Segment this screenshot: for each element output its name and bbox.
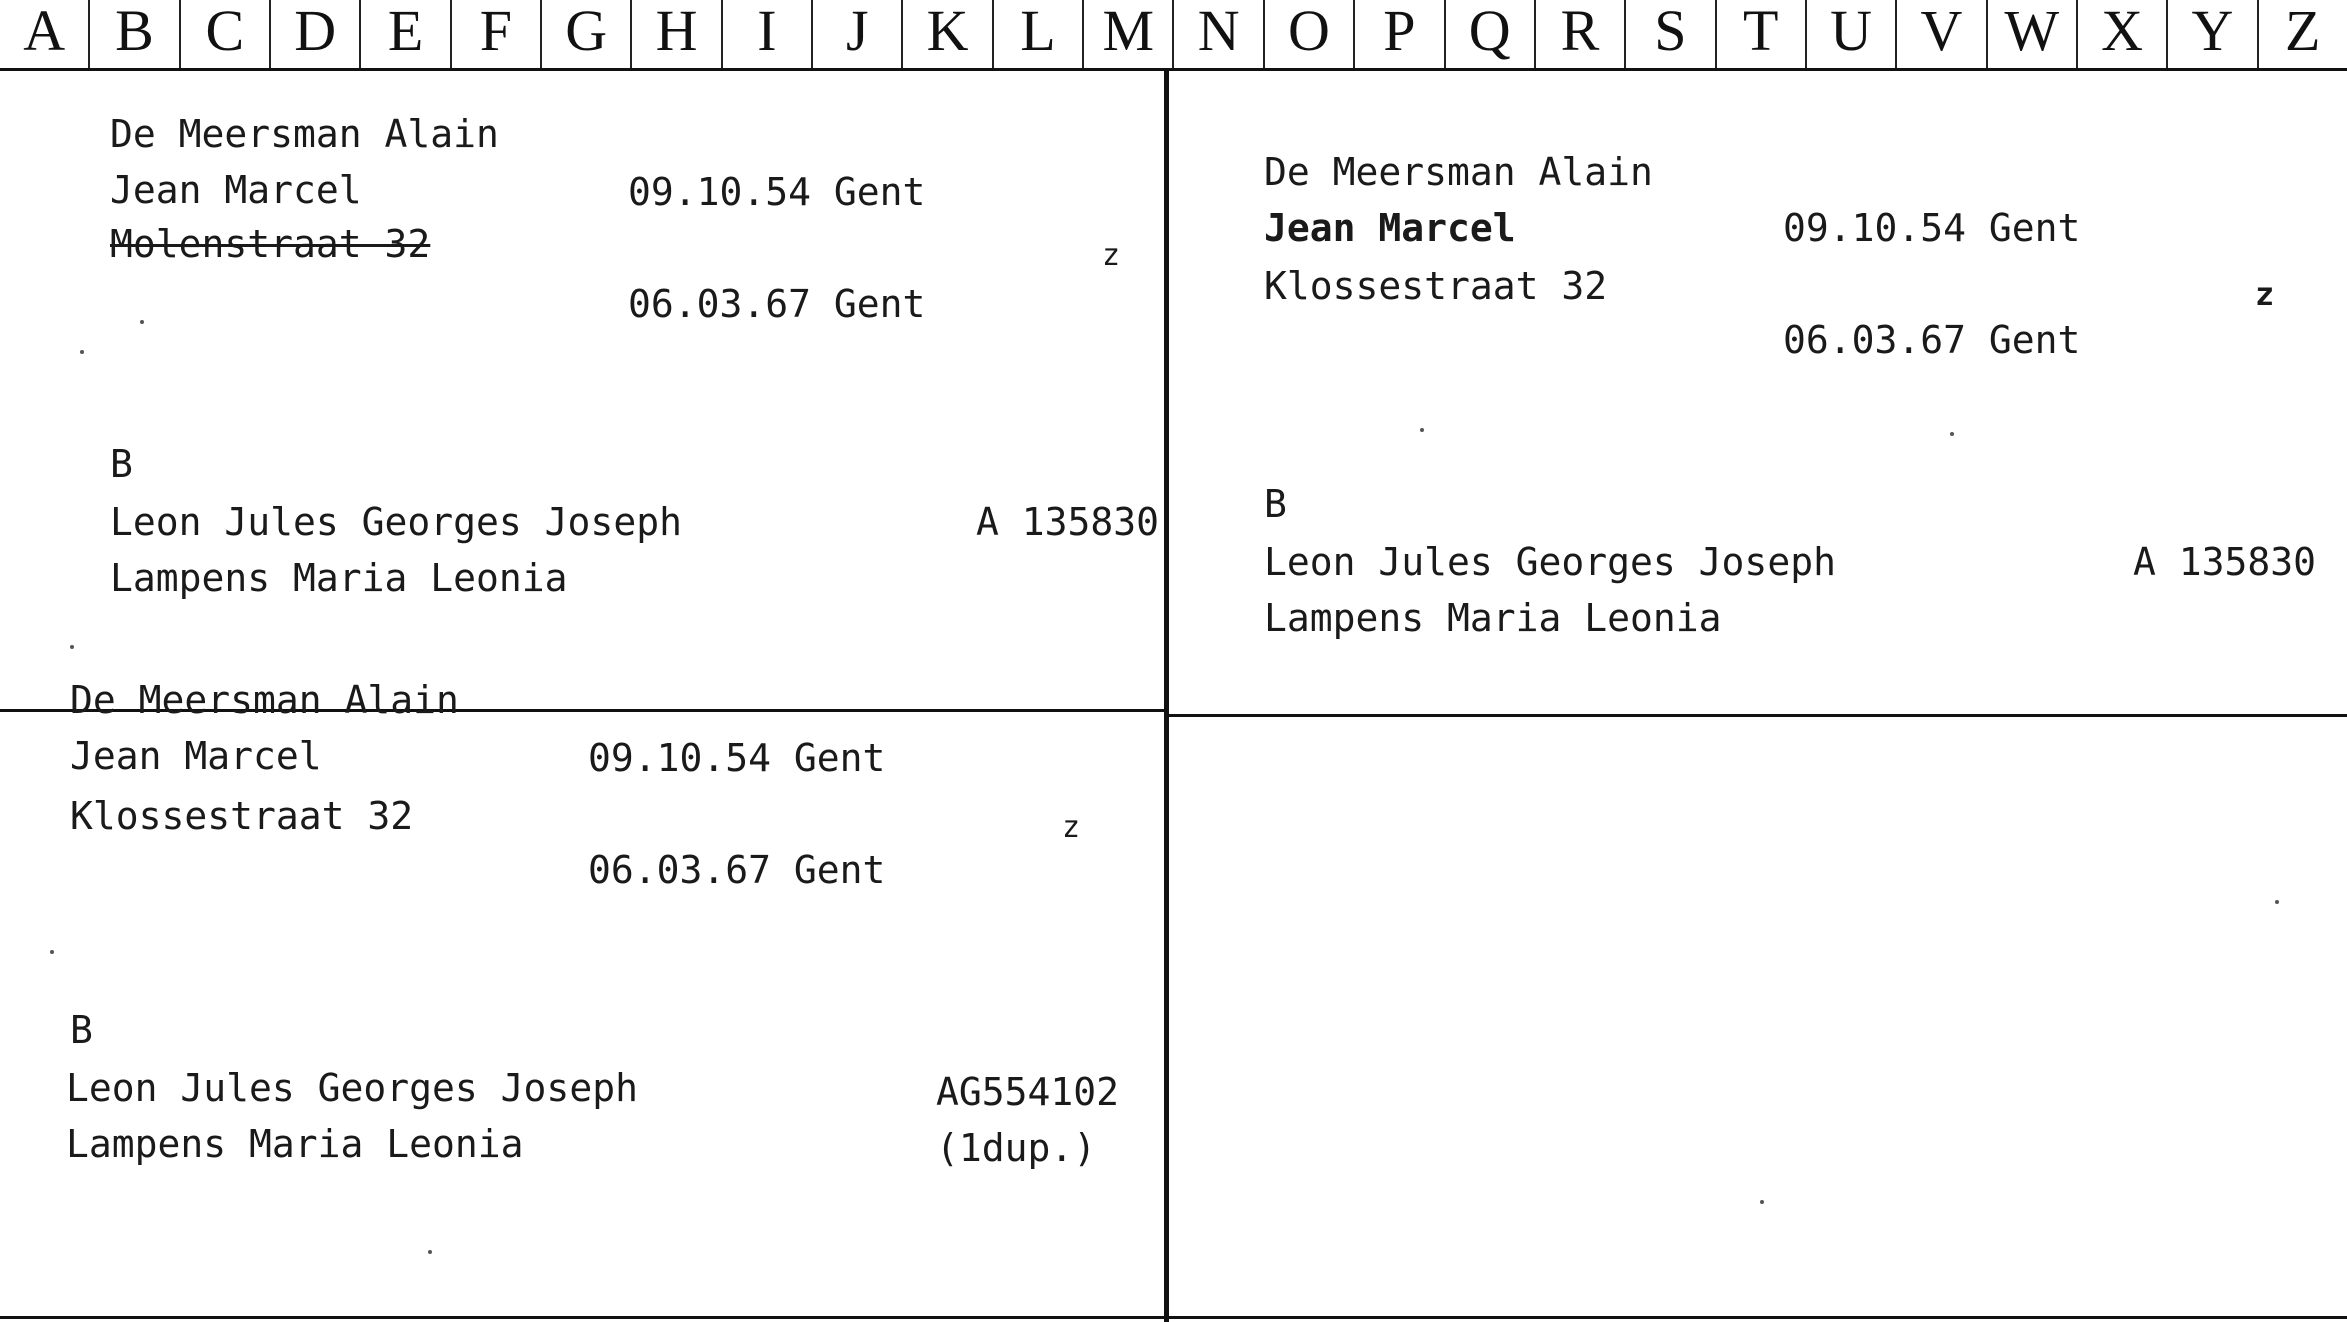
card-given-names: Jean Marcel — [70, 734, 322, 778]
card-father: Leon Jules Georges Joseph — [66, 1066, 638, 1110]
card-surname: De Meersman Alain — [70, 678, 459, 722]
scan-speck — [140, 320, 144, 324]
card-section: B — [70, 1008, 93, 1052]
index-letter-y: Y — [2168, 0, 2258, 68]
card-address: Klossestraat 32 — [1264, 264, 1608, 308]
index-letter-x: X — [2078, 0, 2168, 68]
card-ref: AG554102 — [936, 1070, 1120, 1114]
card-given-names: Jean Marcel — [110, 168, 362, 212]
index-letter-g: G — [542, 0, 632, 68]
index-letter-m: M — [1084, 0, 1174, 68]
card-surname: De Meersman Alain — [1264, 150, 1653, 194]
index-letter-q: Q — [1446, 0, 1536, 68]
card-ref-note: (1dup.) — [936, 1126, 1097, 1170]
card-father: Leon Jules Georges Joseph — [1264, 540, 1836, 584]
card-ref: A 135830 — [976, 500, 1160, 544]
index-letter-p: P — [1355, 0, 1445, 68]
card-section: B — [110, 442, 133, 486]
index-letter-f: F — [452, 0, 542, 68]
card-birth: 09.10.54 Gent — [588, 736, 886, 780]
index-letter-e: E — [361, 0, 451, 68]
card-surname: De Meersman Alain — [110, 112, 499, 156]
index-letter-d: D — [271, 0, 361, 68]
record-card-bottom-left — [0, 678, 1164, 1316]
card-divider-bottom — [0, 1316, 2347, 1319]
index-letter-k: K — [903, 0, 993, 68]
card-father: Leon Jules Georges Joseph — [110, 500, 682, 544]
card-date2: 06.03.67 Gent — [628, 282, 926, 326]
alphabet-index-strip — [0, 0, 2347, 71]
card-given-names: Jean Marcel — [1264, 206, 1516, 250]
record-card-top-left — [0, 68, 1164, 709]
scan-speck — [2275, 900, 2279, 904]
index-letter-h: H — [632, 0, 722, 68]
scan-speck — [50, 950, 54, 954]
scan-speck — [428, 1250, 432, 1254]
index-letter-z: Z — [2285, 0, 2321, 63]
index-letter-c: C — [181, 0, 271, 68]
card-date2: 06.03.67 Gent — [588, 848, 886, 892]
card-address-struck: Molenstraat 32 — [110, 222, 431, 266]
scan-speck — [70, 645, 74, 649]
index-letter-b: B — [90, 0, 180, 68]
index-letter-i: I — [723, 0, 813, 68]
index-letter-o: O — [1265, 0, 1355, 68]
card-date2: 06.03.67 Gent — [1783, 318, 2081, 362]
card-ref: A 135830 — [2133, 540, 2317, 584]
scan-speck — [1420, 428, 1424, 432]
record-card-top-right — [1169, 68, 2347, 714]
card-marker: z — [1062, 810, 1081, 845]
card-divider-right — [1169, 714, 2347, 717]
index-letter-v: V — [1897, 0, 1987, 68]
index-letter-s: S — [1626, 0, 1716, 68]
index-letter-n: N — [1174, 0, 1264, 68]
card-birth: 09.10.54 Gent — [628, 170, 926, 214]
card-mother: Lampens Maria Leonia — [66, 1122, 524, 1166]
scan-speck — [1760, 1200, 1764, 1204]
card-section: B — [1264, 482, 1287, 526]
index-letter-r: R — [1536, 0, 1626, 68]
scan-speck — [80, 350, 84, 354]
index-letter-w: W — [1988, 0, 2078, 68]
card-mother: Lampens Maria Leonia — [1264, 596, 1722, 640]
card-mother: Lampens Maria Leonia — [110, 556, 568, 600]
index-letter-a: A — [0, 0, 90, 68]
card-address: Klossestraat 32 — [70, 794, 414, 838]
index-letter-j: J — [813, 0, 903, 68]
card-marker: z — [1102, 238, 1121, 273]
index-letter-u: U — [1807, 0, 1897, 68]
card-birth: 09.10.54 Gent — [1783, 206, 2081, 250]
scan-speck — [1950, 432, 1954, 436]
card-marker: z — [2255, 275, 2275, 313]
index-letter-l: L — [994, 0, 1084, 68]
index-letter-t: T — [1717, 0, 1807, 68]
